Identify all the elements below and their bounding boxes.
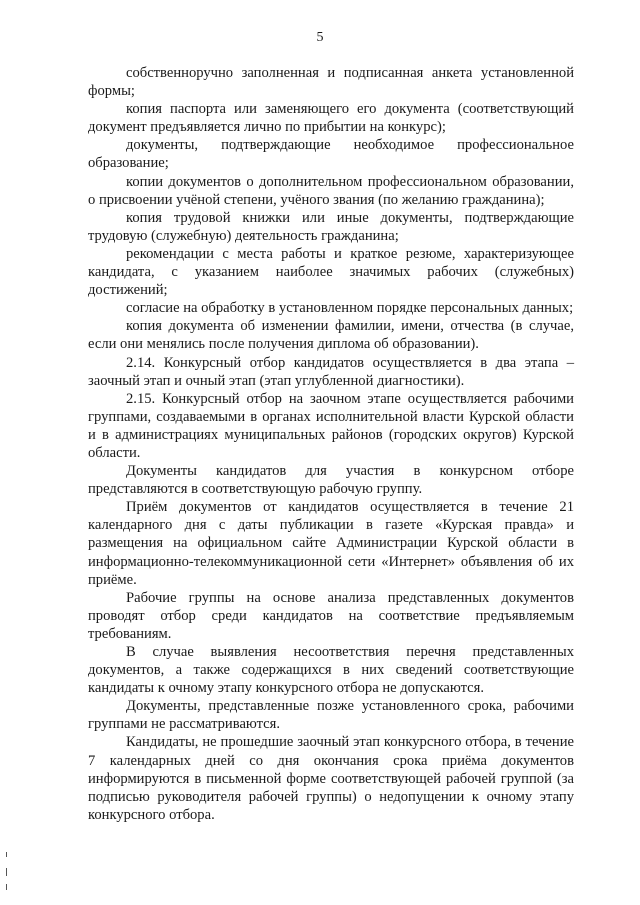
paragraph-acceptance-period: Приём документов от кандидатов осуществляется в течение 21 календарного дня с даты публикации в газете «Курская правда» и размещения на официальном сайте Администрации Курской области в информационно-телекоммуникационной сети «Интернет» объявления об их приёме. (88, 499, 574, 588)
page-number: 5 (316, 30, 324, 45)
paragraph-name-change: копия документа об изменении фамилии, имени, отчества (в случае, если они менялись после получения диплома об образовании). (88, 318, 574, 353)
paragraph-questionnaire: собственноручно заполненная и подписанная анкета установленной формы; (88, 65, 574, 100)
paragraph-recommendations: рекомендации с места работы и краткое резюме, характеризующее кандидата, с указанием наиболее значимых рабочих (служебных) достижений; (88, 245, 574, 299)
scan-margin-mark (6, 884, 7, 890)
paragraph-passport-copy: копия паспорта или заменяющего его документа (соответствующий документ предъявляется лично по прибытии на конкурс); (88, 101, 574, 136)
document-body (88, 64, 574, 824)
paragraph-data-consent: согласие на обработку в установленном порядке персональных данных; (126, 300, 574, 317)
scan-margin-mark (6, 868, 7, 876)
paragraph-additional-education: копии документов о дополнительном профессиональном образовании, о присвоении учёной степени, учёного звания (по желанию гражданина); (88, 173, 574, 208)
paragraph-nonconformity: В случае выявления несоответствия перечня представленных документов, а также содержащихся в них сведений соответствующие кандидаты к очному этапу конкурсного отбора не допускаются. (88, 644, 574, 697)
paragraph-rejection-notice: Кандидаты, не прошедшие заочный этап конкурсного отбора, в течение 7 календарных дней со дня окончания срока приёма документов информируются в письменной форме соответствующей рабочей группой (за подписью руководителя рабочей группы) о недопущении к очному этапу конкурсного отбора. (88, 734, 574, 823)
paragraph-work-record: копия трудовой книжки или иные документы, подтверждающие трудовую (служебную) деятельность гражданина; (88, 209, 574, 244)
scan-margin-mark (6, 852, 7, 857)
paragraph-late-documents: Документы, представленные позже установленного срока, рабочими группами не рассматриваются. (88, 698, 574, 733)
paragraph-2-15: 2.15. Конкурсный отбор на заочном этапе осуществляется рабочими группами, создаваемыми в органах исполнительной власти Курской области и в администрациях муниципальных районов (городских округов) Курской области. (88, 390, 574, 461)
paragraph-2-14: 2.14. Конкурсный отбор кандидатов осуществляется в два этапа – заочный этап и очный этап (этап углубленной диагностики). (88, 354, 574, 389)
paragraph-working-groups-selection: Рабочие группы на основе анализа представленных документов проводят отбор среди кандидатов на соответствие предъявляемым требованиям. (88, 589, 574, 642)
paragraph-education-documents: документы, подтверждающие необходимое профессиональное образование; (88, 137, 574, 172)
paragraph-documents-submission: Документы кандидатов для участия в конкурсном отборе представляются в соответствующую рабочую группу. (88, 463, 574, 498)
